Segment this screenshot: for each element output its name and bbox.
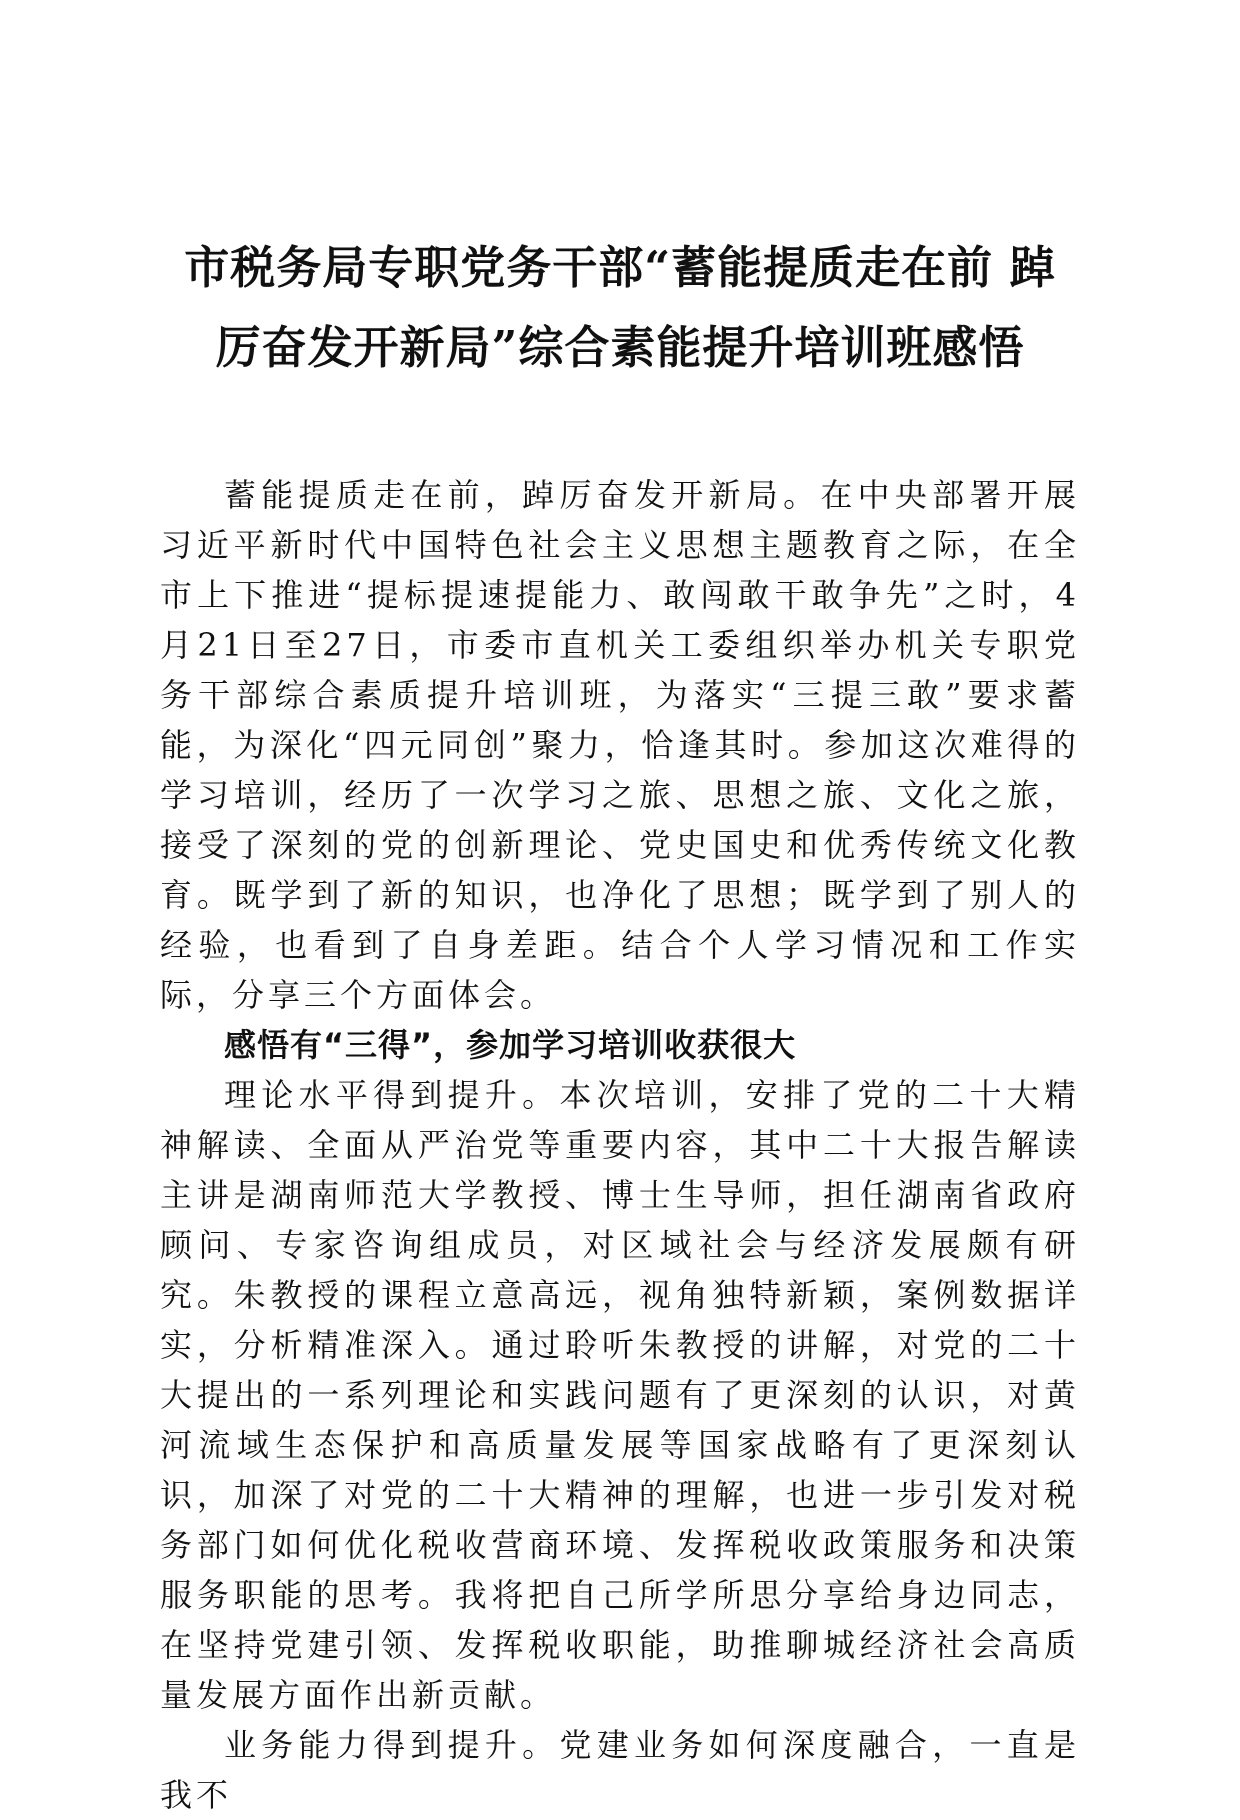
- section-heading: 感悟有“三得”，参加学习培训收获很大: [224, 1026, 797, 1064]
- theory-paragraph: 理论水平得到提升。本次培训，安排了党的二十大精神解读、全面从严治党等重要内容，其中二十大报告解读主讲是湖南师范大学教授、博士生导师，担任湖南省政府顾问、专家咨询组成员，对区域社会与经济发展颇有研究。朱教授的课程立意高远，视角独特新颖，案例数据详实，分析精准深入。通过聆听朱教授的讲解，对党的二十大提出的一系列理论和实践问题有了更深刻的认识，对黄河流域生态保护和高质量发展等国家战略有了更深刻认识，加深了对党的二十大精神的理解，也进一步引发对税务部门如何优化税收营商环境、发挥税收政策服务和决策服务职能的思考。我将把自己所学所思分享给身边同志，在坚持党建引领、发挥税收职能，助推聊城经济社会高质量发展方面作出新贡献。: [160, 1076, 1080, 1714]
- title-line-2: 厉奋发开新局”综合素能提升培训班感悟: [215, 321, 1025, 374]
- title-line-1: 市税务局专职党务干部“蓄能提质走在前 踔: [184, 241, 1056, 294]
- business-paragraph: 业务能力得到提升。党建业务如何深度融合，一直是我不: [160, 1726, 1080, 1814]
- document-title: [140, 228, 1100, 388]
- intro-paragraph: 蓄能提质走在前，踔厉奋发开新局。在中央部署开展习近平新时代中国特色社会主义思想主题教育之际，在全市上下推进“提标提速提能力、敢闯敢干敢争先”之时，4月21日至27日，市委市直机关工委组织举办机关专职党务干部综合素质提升培训班，为落实“三提三敢”要求蓄能，为深化“四元同创”聚力，恰逢其时。参加这次难得的学习培训，经历了一次学习之旅、思想之旅、文化之旅，接受了深刻的党的创新理论、党史国史和优秀传统文化教育。既学到了新的知识，也净化了思想；既学到了别人的经验，也看到了自身差距。结合个人学习情况和工作实际，分享三个方面体会。: [160, 476, 1080, 1014]
- document-body: [160, 470, 1080, 1820]
